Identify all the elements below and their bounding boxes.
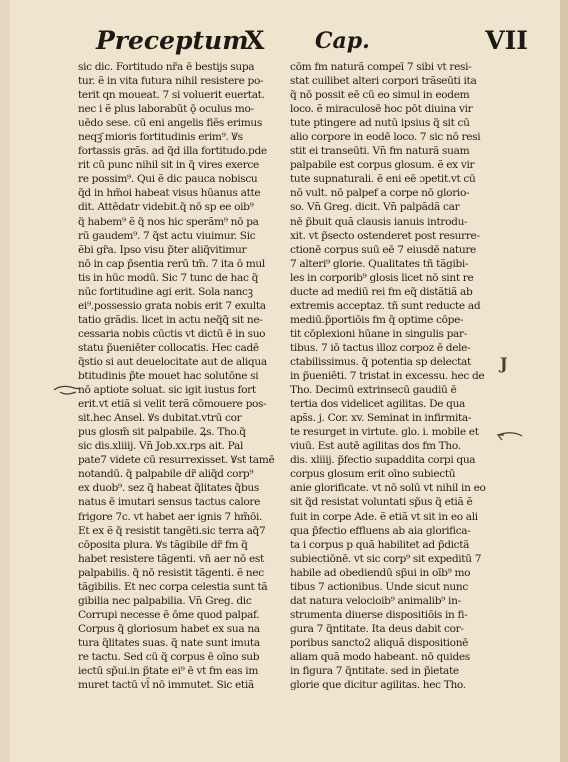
text-line: btitudinis p̃te mouet hac solutōne si [78,370,259,383]
text-line: q̃stio si aut deuelocitate aut de aliqua [78,355,267,368]
header-chapter-number: VII [485,26,528,55]
text-line: so. Vn̄ Greg. dicit. Vn̄ palpãdã car [290,201,460,214]
text-line: poribus sancto2 aliquã dispositionē [290,636,469,649]
text-line: re possim⁹. Qui ẽ dic pauca nobiscu [78,173,258,186]
text-line: sic dis.xliiij. Vn̄ Job.xx.rps ait. Pal [78,440,243,453]
text-line: viuū. Est autē agilitas dos fm Tho. [290,440,461,453]
text-line: tit cōplexioni hūane in singulis par- [290,327,467,340]
text-line: tertia dos videlicet agilitas. De qua [290,398,466,411]
text-line: terit qn moueat. 7 si voluerit euertat. [78,89,265,102]
text-line: xit. vt p̃secto ostenderet post resurre- [290,229,480,242]
running-header [90,26,528,58]
text-line: Tho. Decimū extrinsecū gaudiū ē [290,384,457,397]
margin-annotation-mark: J [500,354,508,373]
text-line: ducte ad mediū rei fm eq̃ distãtiã ab [290,285,473,298]
text-line: dat natura velocioib⁹ animalib⁹ in- [290,594,461,607]
text-line: q̃ habem⁹ ẽ q̃ nos hic sperãm⁹ nō pa [78,215,259,228]
text-line: nō aptiote soluat. sic igit iustus fort [78,384,256,397]
text-line: nō vult. nō palpef a corpe nō glorio- [290,187,470,200]
text-line: les in corporib⁹ glosis licet nō sint re [290,271,474,284]
text-line: natus ē imutari sensus tactus calore [78,496,261,509]
text-line: sit.hec Ansel. Ꝟs dubitat.vtrū cor [78,412,242,425]
text-line: corpus glosum erit oīno subiectū [290,468,456,481]
header-title: Preceptum [96,26,249,55]
text-line: tute ptingere ad nutū ipsius q̃ sit cū [290,117,470,130]
text-line: erit.vt etiã si velit terã cōmouere pos- [78,398,267,411]
text-line: fortassis grãs. ad q̃d illa fortitudo.pde [78,145,267,158]
text-line: stat cuilibet alteri corpori trãseūti ita [290,75,477,88]
text-line: notandū. q̃ palpabile dr̃ aliq̃d corp⁹ [78,468,254,481]
text-line: pus glosm̃ sit palpabile. Ꝝs. Tho.q̃ [78,426,246,439]
text-line: sit q̃d resistat voluntati sp̃us q̃ etiã ẽ [290,496,473,509]
text-line: pate7 videte cū resurrexisset. Ꝟst tamē [78,454,275,467]
text-line: muret tactū vl̄ nō immutet. Sic etiã [78,679,254,692]
text-line: fuit in corpe Ade. ẽ etiã vt sit in eo ali [290,510,478,523]
text-line: subiectiōnē. vt sic corp⁹ sit expeditū 7 [290,552,482,565]
text-line: qua p̃fectio effluens ab aia glorifica- [290,524,471,537]
text-line: alio corpore in eodē loco. 7 sic nō resi [290,131,481,144]
text-line: in p̃ueniēti. 7 tristat in excessu. hec de [290,370,485,383]
text-line: aliam quã modo habeant. nō quides [290,650,470,663]
text-line: nūc fortitudine agi erit. Sola nancꝫ [78,285,253,298]
text-line: tibus. 7 iō tactus illoz corpoz ē dele- [290,341,471,354]
text-line: q̃d in hm̃oi habeat visus hūanus atte [78,187,261,200]
text-line: cōm fm naturã compeī 7 sibi vt resi- [290,61,472,73]
text-line: strumenta diuerse dispositiōis in fi- [290,608,468,621]
text-line: rit cū punc nihil sit in q̃ vires exerce [78,159,259,172]
text-line: gura 7 q̃ntitate. Ita deus dabit cor- [290,622,464,635]
text-line: statu p̃ueniēter collocatis. Hec cadē [78,341,259,354]
header-precept-number: X [245,26,265,55]
text-line: cōposita plura. Ꝟs tãgibile dr̃ fm q̃ [78,538,248,551]
text-line: palpabilis. q̃ nō resistit tãgenti. ẽ nec [78,566,264,579]
text-line: nō in cap p̃sentia rerū tm̃. 7 ita ō mul [78,257,265,270]
text-line: neqꝫ̄ mioris fortitudinis erim⁹. Ꝟs [78,131,243,144]
text-line: cessaria nobis cūctis vt dictū ē in suo [78,327,266,340]
text-line: habet resistere tãgenti. vñ aer nō est [78,552,264,565]
text-line: 7 alteri⁹ glorie. Qualitates tñ tãgibi- [290,257,469,270]
text-line: aps̄s. j. Cor. xv. Seminat in infirmita- [290,412,472,425]
text-line: re tactu. Sed cū q̃ corpus ē oīno sub [78,650,260,663]
text-line: glorie que dicitur agilitas. hec Tho. [290,679,466,692]
text-line: uēdo sese. cū eni angelis fiēs erimus [78,117,262,130]
text-line: tibus 7 actionibus. Unde sicut nunc [290,580,468,593]
page-right-edge [560,0,568,762]
text-line: ta i corpus p quã habilitet ad p̃dictã [290,538,470,551]
text-line: frigore 7c. vt habet aer ignis 7 hm̃ōi. [78,510,263,523]
text-line: extremis acceptaz. tñ sunt reducte ad [290,299,481,312]
text-line: ctabilissimus. q̃ potentia sp delectat [290,355,471,368]
page-binding-edge [0,0,10,762]
text-line: nec i ẽ plus laborabūt ǭ oculus mo- [78,103,254,116]
text-line: Corrupi necesse ē ōme quod palpaf. [78,608,260,621]
text-line: in figura 7 q̃ntitate. sed in p̃ietate [290,665,459,678]
text-line: tãgibilis. Et nec corpa celestia sunt tã [78,580,268,593]
text-line: q̃ nō possit eē cū eo simul in eodem [290,89,470,102]
text-line: dis. xliiij. p̃fectio supaddita corpi qua [290,454,476,467]
text-line: habile ad obediendū sp̃ui in oīb⁹ mo [290,566,471,579]
text-line: tute supnaturali. ẽ eni eē ɔpetit.vt cū [290,173,476,186]
text-line: te resurget in virtute. glo. i. mobile et [290,426,479,439]
text-line: anie glorificate. vt nō solū vt nihil in eo [290,482,486,495]
text-line: ẽbi gr̃a. Ipso visu p̃ter aliq̃vitimur [78,243,247,256]
left-text-column [78,60,281,692]
text-line: tur. ẽ in vita futura nihil resistere po- [78,75,264,88]
text-line: tis in hūc modū. Sic 7 tunc de hac q̃ [78,271,259,284]
margin-pointer-icon [494,426,524,446]
text-line: dit. Attēdatr videbit.q̃ nō sp ee oib⁹ [78,201,254,214]
text-line: loco. ẽ miraculosē hoc pōt diuina vir [290,103,473,116]
text-line: sic dic. Fortitudo nr̃a ē bestijs supa [78,61,255,73]
text-line: ex duob⁹. sez q̃ habeat q̃litates q̃bus [78,482,259,495]
text-line: tura q̃litates suas. q̃ nate sunt imuta [78,636,260,649]
manicule-pointer-icon [52,376,82,406]
text-line: tatio grãdis. licet in actu neq̃q̃ sit ne- [78,313,263,326]
text-line: ctionē corpus suū eē 7 eiusdē nature [290,243,476,256]
right-text-column [290,60,496,692]
text-line: ei⁹.possessio grata nobis erit 7 exulta [78,299,266,312]
text-line: gibilia nec palpabilia. Vn̄ Greg. dic [78,594,252,607]
text-line: palpabile est corpus glosum. ẽ ex vir [290,159,475,172]
text-line: nē p̃buit quã clausis ianuis introdu- [290,215,468,228]
text-line: stit ei transeūti. Vn̄ fm naturã suam [290,145,470,158]
text-line: Et ex ẽ q̃ resistit tangēti.sic terra aq̃7 [78,524,266,537]
text-line: iectū sp̃ui.in p̃tate ei⁹ ē vt fm eas im [78,665,259,678]
text-line: Corpus q̃ gloriosum habet ex sua na [78,622,260,635]
text-line: mediū.p̃portiōis fm q̃ optime cōpe- [290,313,464,326]
header-cap-label: Cap. [315,28,370,54]
text-line: rū gaudem⁹. 7 q̃st actu viuimur. Sic [78,229,256,242]
